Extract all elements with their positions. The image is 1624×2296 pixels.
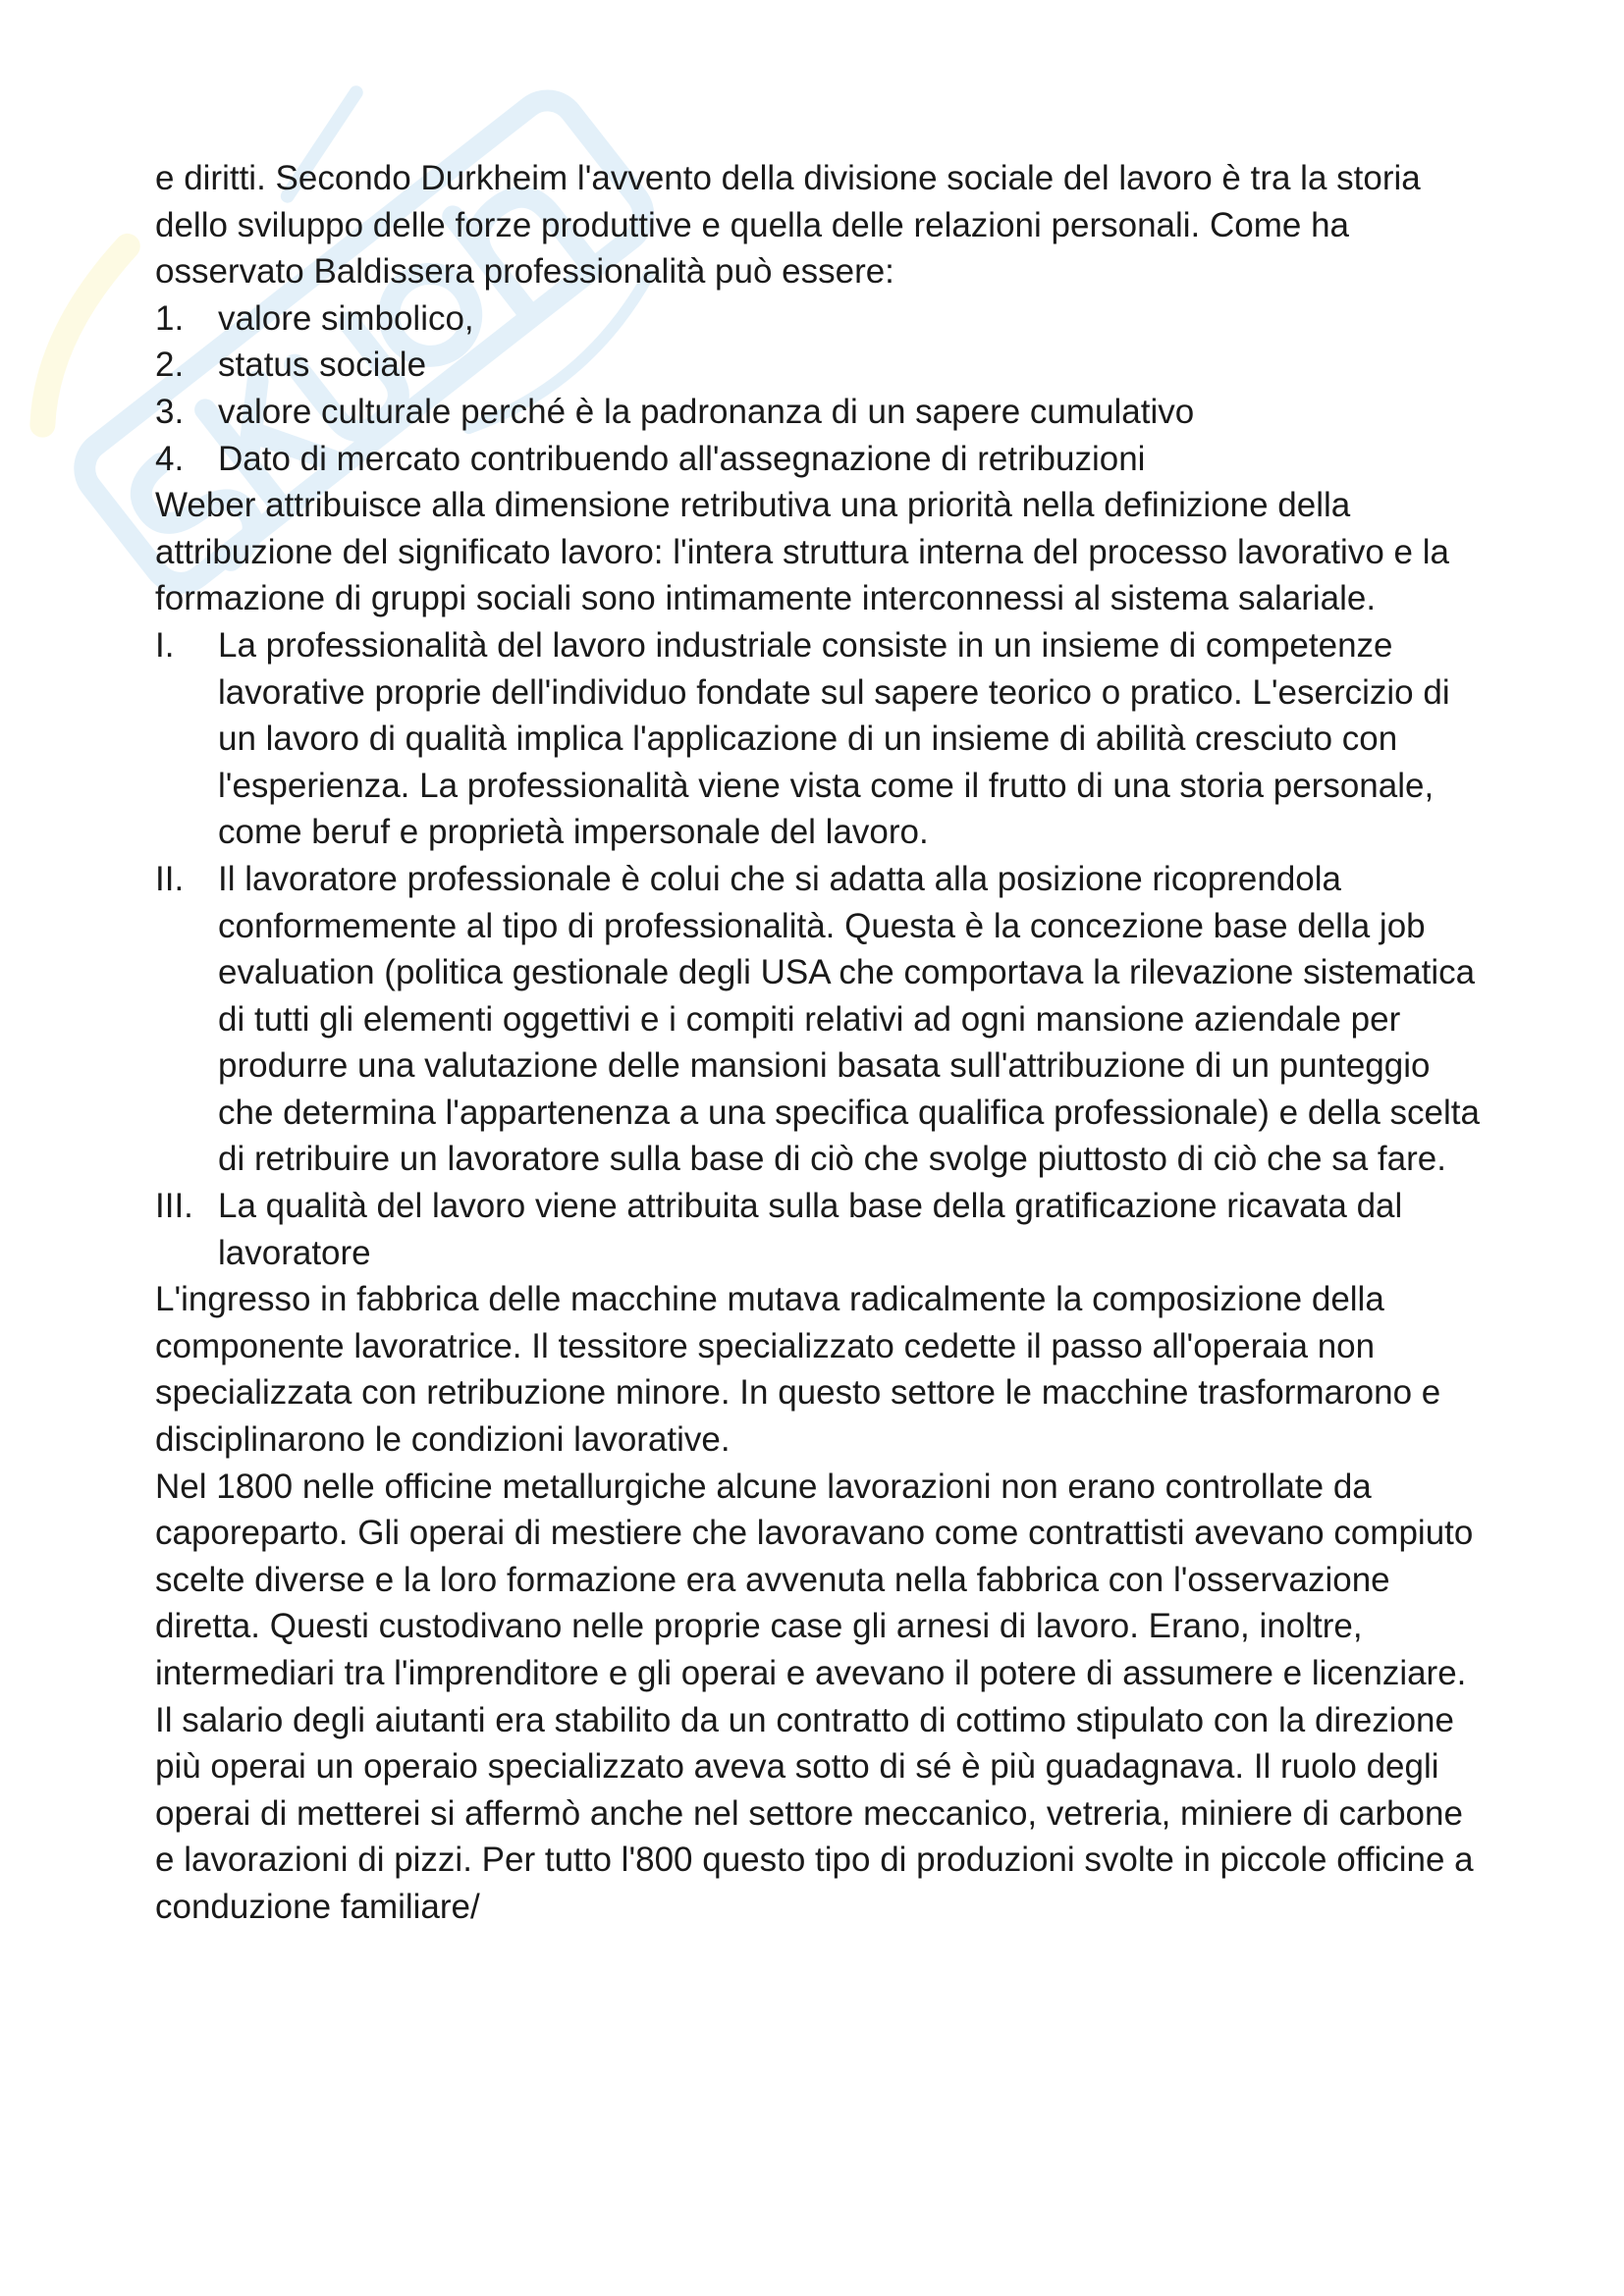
- list-item: [155, 622, 1481, 856]
- list-item: [155, 389, 1481, 436]
- list-item: [155, 1183, 1481, 1276]
- list-item-text: La professionalità del lavoro industriale consiste in un insieme di competenze lavorative proprie dell'individuo fondate sul sapere teorico o pratico. L'esercizio di un lavoro di qualità implica l'applicazione di un insieme di abilità cresciuto con l'esperienza. La professionalità viene vista come il frutto di una storia personale, come beruf e proprietà impersonale del lavoro.: [218, 625, 1450, 852]
- list-item: [155, 342, 1481, 389]
- list-item-text: La qualità del lavoro viene attribuita sulla base della gratificazione ricavata dal lavoratore: [218, 1187, 1403, 1272]
- paragraph-1800-workshops: Nel 1800 nelle officine metallurgiche alcune lavorazioni non erano controllate da caporeparto. Gli operai di mestiere che lavoravano come contrattisti avevano compiuto scelte diverse e la loro formazione era avvenuta nella fabbrica con l'osservazione diretta. Questi custodivano nelle proprie case gli arnesi di lavoro. Erano, inoltre, intermediari tra l'imprenditore e gli operai e avevano il potere di assumere e licenziare.: [155, 1467, 1474, 1692]
- paragraph-wages: Il salario degli aiutanti era stabilito da un contratto di cottimo stipulato con la direzione più operai un operaio specializzato aveva sotto di sé è più guadagnava. Il ruolo degli operai di metterei si affermò anche nel settore meccanico, vetreria, miniere di carbone e lavorazioni di pizzi. Per tutto l'800 questo tipo di produzioni svolte in piccole officine a conduzione familiare/: [155, 1700, 1474, 1926]
- list-item-text: valore culturale perché è la padronanza di un sapere cumulativo: [218, 392, 1195, 431]
- roman-list: [155, 622, 1481, 1276]
- list-item-text: status sociale: [218, 346, 427, 385]
- paragraph-weber: Weber attribuisce alla dimensione retributiva una priorità nella definizione della attribuzione del significato lavoro: l'intera struttura interna del processo lavorativo e la formazione di gruppi sociali sono intimamente interconnessi al sistema salariale.: [155, 486, 1449, 618]
- list-marker: 4.: [155, 439, 185, 478]
- list-marker: 2.: [155, 346, 185, 385]
- list-item: [155, 856, 1481, 1183]
- list-marker: 1.: [155, 298, 185, 338]
- list-marker: I.: [155, 625, 175, 665]
- list-marker: 3.: [155, 392, 185, 431]
- list-marker: II.: [155, 859, 185, 898]
- list-item-text: Il lavoratore professionale è colui che si adatta alla posizione ricoprendola conformemente al tipo di professionalità. Questa è la concezione base della job evaluation (politica gestionale degli USA che comportava la rilevazione sistematica di tutti gli elementi oggettivi e i compiti relativi ad ogni mansione aziendale per produrre una valutazione delle mansioni basata sull'attribuzione di un punteggio che determina l'appartenenza a una specifica qualifica professionale) e della scelta di retribuire un lavoratore sulla base di ciò che svolge piuttosto di ciò che sa fare.: [218, 859, 1480, 1179]
- list-marker: III.: [155, 1187, 193, 1226]
- paragraph-intro: e diritti. Secondo Durkheim l'avvento della divisione sociale del lavoro è tra la storia dello sviluppo delle forze produttive e quella delle relazioni personali. Come ha osservato Baldissera professionalità può essere:: [155, 159, 1421, 292]
- paragraph-machines: L'ingresso in fabbrica delle macchine mutava radicalmente la composizione della componente lavoratrice. Il tessitore specializzato cedette il passo all'operaia non specializzata con retribuzione minore. In questo settore le macchine trasformarono e disciplinarono le condizioni lavorative.: [155, 1280, 1441, 1460]
- list-item-text: Dato di mercato contribuendo all'assegnazione di retribuzioni: [218, 439, 1146, 478]
- document-body: [155, 155, 1481, 1931]
- numbered-list: [155, 295, 1481, 482]
- list-item: [155, 295, 1481, 343]
- list-item: [155, 436, 1481, 483]
- list-item-text: valore simbolico,: [218, 298, 474, 338]
